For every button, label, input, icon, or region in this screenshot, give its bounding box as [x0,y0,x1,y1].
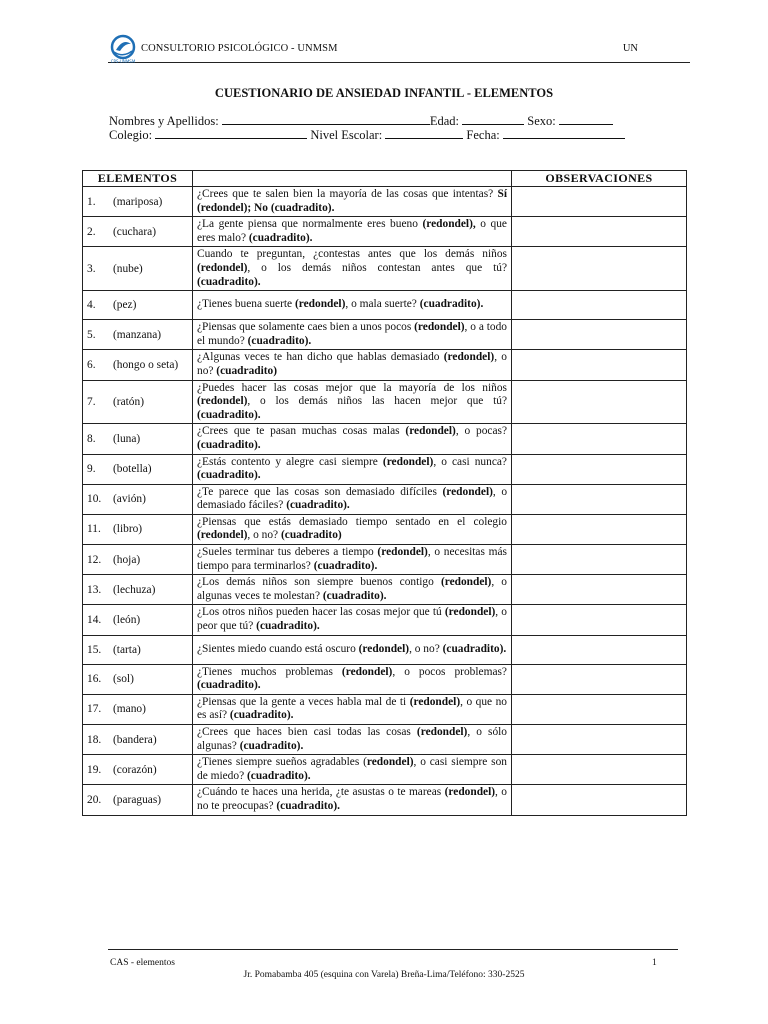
item-number: 3. [87,262,96,275]
table-row [83,320,687,350]
element-cell [83,664,193,694]
fields-row-1 [109,114,613,129]
footer-doc-name: CAS - elementos [110,958,175,968]
header-org: CONSULTORIO PSICOLÓGICO - UNMSM [141,43,338,54]
table-row [83,380,687,424]
question-cell: ¿Crees que haces bien casi todas las cosas (redondel), o sólo algunas? (cuadradito). [193,725,512,755]
table-row [83,514,687,544]
observation-cell[interactable] [512,247,687,291]
item-element: (nube) [113,262,143,275]
element-cell [83,217,193,247]
element-cell [83,187,193,217]
table-row [83,187,687,217]
table-row [83,350,687,380]
header-right: UN [622,43,638,54]
item-element: (mano) [113,703,146,716]
element-cell [83,484,193,514]
observation-cell[interactable] [512,217,687,247]
question-cell: ¿Piensas que la gente a veces habla mal de ti (redondel), o que no es así? (cuadradito). [193,694,512,724]
item-number: 14. [87,614,102,627]
element-cell [83,424,193,454]
question-cell: ¿Sientes miedo cuando está oscuro (redondel), o no? (cuadradito). [193,635,512,664]
observation-cell[interactable] [512,350,687,380]
document-title: CUESTIONARIO DE ANSIEDAD INFANTIL - ELEMENTOS [214,86,554,100]
table-row [83,725,687,755]
table-row [83,694,687,724]
col-elements-header: ELEMENTOS [83,171,193,187]
element-cell [83,350,193,380]
table-row [83,755,687,785]
date-label: Fecha: [466,128,500,142]
table-row [83,247,687,291]
item-number: 18. [87,733,102,746]
observation-cell[interactable] [512,320,687,350]
item-number: 2. [87,225,96,238]
sex-field[interactable] [559,114,613,125]
question-cell: ¿Cuándo te haces una herida, ¿te asustas o te mareas (redondel), o no te preocupas? (cuadradito). [193,785,512,815]
item-number: 6. [87,358,96,371]
table-row [83,545,687,575]
table-row [83,664,687,694]
element-cell [83,755,193,785]
item-number: 20. [87,793,102,806]
item-number: 15. [87,643,102,656]
observation-cell[interactable] [512,785,687,815]
item-element: (hoja) [113,553,141,566]
item-element: (cuchara) [113,225,156,238]
item-number: 16. [87,673,102,686]
item-number: 13. [87,583,102,596]
element-cell [83,635,193,664]
question-cell: ¿Tienes buena suerte (redondel), o mala suerte? (cuadradito). [193,291,512,320]
observation-cell[interactable] [512,694,687,724]
table-row [83,424,687,454]
question-cell: ¿Los demás niños son siempre buenos contigo (redondel), o algunas veces te molestan? (cuadradito). [193,575,512,605]
item-element: (luna) [113,432,141,445]
col-question-header [193,171,512,187]
item-number: 17. [87,703,102,716]
observation-cell[interactable] [512,514,687,544]
item-element: (paraguas) [113,793,162,806]
svg-text:CPS-UNMSM: CPS-UNMSM [110,59,136,64]
element-cell [83,575,193,605]
observation-cell[interactable] [512,545,687,575]
element-cell [83,514,193,544]
item-element: (libro) [113,523,143,536]
level-label: Nivel Escolar: [310,128,383,142]
table-row [83,785,687,815]
footer-divider [108,949,678,950]
question-cell: ¿Estás contento y alegre casi siempre (redondel), o casi nunca? (cuadradito). [193,454,512,484]
item-number: 19. [87,763,102,776]
observation-cell[interactable] [512,484,687,514]
names-field[interactable] [222,114,430,125]
element-cell [83,380,193,424]
page-header [108,36,690,63]
item-element: (manzana) [113,328,162,341]
observation-cell[interactable] [512,664,687,694]
element-cell [83,454,193,484]
item-element: (pez) [113,299,137,312]
observation-cell[interactable] [512,187,687,217]
element-cell [83,320,193,350]
observation-cell[interactable] [512,380,687,424]
item-element: (corazón) [113,763,157,776]
question-cell: ¿Tienes siempre sueños agradables (redondel), o casi siempre son de miedo? (cuadradito). [193,755,512,785]
item-element: (león) [113,614,141,627]
age-label: Edad: [429,114,460,128]
item-number: 5. [87,328,96,341]
item-element: (bandera) [113,733,157,746]
element-cell [83,785,193,815]
age-field[interactable] [462,114,524,125]
observation-cell[interactable] [512,454,687,484]
item-element: (ratón) [113,395,144,408]
question-cell: ¿Crees que te salen bien la mayoría de las cosas que intentas? Sí (redondel); No (cuadradito). [193,187,512,217]
table-row [83,484,687,514]
unmsm-logo-icon [108,34,138,64]
item-number: 11. [87,523,101,536]
question-cell: ¿Los otros niños pueden hacer las cosas mejor que tú (redondel), o peor que tú? (cuadradito). [193,605,512,635]
observation-cell[interactable] [512,291,687,320]
level-field[interactable] [385,128,463,139]
table-row [83,605,687,635]
question-cell: ¿Crees que te pasan muchas cosas malas (redondel), o pocas? (cuadradito). [193,424,512,454]
footer-page-number: 1 [652,958,657,968]
observation-cell[interactable] [512,424,687,454]
item-element: (hongo o seta) [113,358,179,371]
item-element: (avión) [113,493,146,506]
question-cell: ¿La gente piensa que normalmente eres bueno (redondel), o que eres malo? (cuadradito). [193,217,512,247]
observation-cell[interactable] [512,605,687,635]
item-number: 1. [87,195,96,208]
item-number: 10. [87,493,102,506]
table-row [83,635,687,664]
item-number: 12. [87,553,102,566]
table-row [83,454,687,484]
question-cell: ¿Sueles terminar tus deberes a tiempo (redondel), o necesitas más tiempo para terminarlos? (cuadradito). [193,545,512,575]
observation-cell[interactable] [512,575,687,605]
question-cell: ¿Piensas que estás demasiado tiempo sentado en el colegio (redondel), o no? (cuadradito) [193,514,512,544]
questionnaire-table [82,170,687,816]
item-number: 8. [87,432,96,445]
fields-row-2 [109,128,625,143]
question-cell: ¿Tienes muchos problemas (redondel), o pocos problemas? (cuadradito). [193,664,512,694]
table-row [83,291,687,320]
observation-cell[interactable] [512,755,687,785]
col-observations-header: OBSERVACIONES [512,171,687,187]
item-element: (tarta) [113,643,141,656]
item-element: (sol) [113,673,134,686]
names-label: Nombres y Apellidos: [109,114,219,128]
item-element: (lechuza) [113,583,156,596]
sex-label: Sexo: [527,114,556,128]
school-field[interactable] [155,128,307,139]
observation-cell[interactable] [512,725,687,755]
item-number: 9. [87,463,96,476]
table-body [83,187,687,816]
element-cell [83,605,193,635]
question-cell: ¿Te parece que las cosas son demasiado difíciles (redondel), o demasiado fáciles? (cuadradito). [193,484,512,514]
element-cell [83,545,193,575]
question-cell: ¿Algunas veces te han dicho que hablas demasiado (redondel), o no? (cuadradito) [193,350,512,380]
date-field[interactable] [503,128,625,139]
table-row [83,575,687,605]
item-element: (mariposa) [113,195,163,208]
table-row [83,217,687,247]
question-cell: Cuando te preguntan, ¿contestas antes que los demás niños (redondel), o los demás niños contestan antes que tú? (cuadradito). [193,247,512,291]
observation-cell[interactable] [512,635,687,664]
question-cell: ¿Piensas que solamente caes bien a unos pocos (redondel), o a todo el mundo? (cuadradito). [193,320,512,350]
element-cell [83,291,193,320]
school-label: Colegio: [109,128,153,142]
element-cell [83,725,193,755]
question-cell: ¿Puedes hacer las cosas mejor que la mayoría de los niños (redondel), o los demás niños las hacen mejor que tú? (cuadradito). [193,380,512,424]
element-cell [83,247,193,291]
element-cell [83,694,193,724]
item-element: (botella) [113,463,152,476]
item-number: 7. [87,395,96,408]
item-number: 4. [87,299,96,312]
footer-address: Jr. Pomabamba 405 (esquina con Varela) Breña-Lima/Teléfono: 330-2525 [243,970,525,980]
